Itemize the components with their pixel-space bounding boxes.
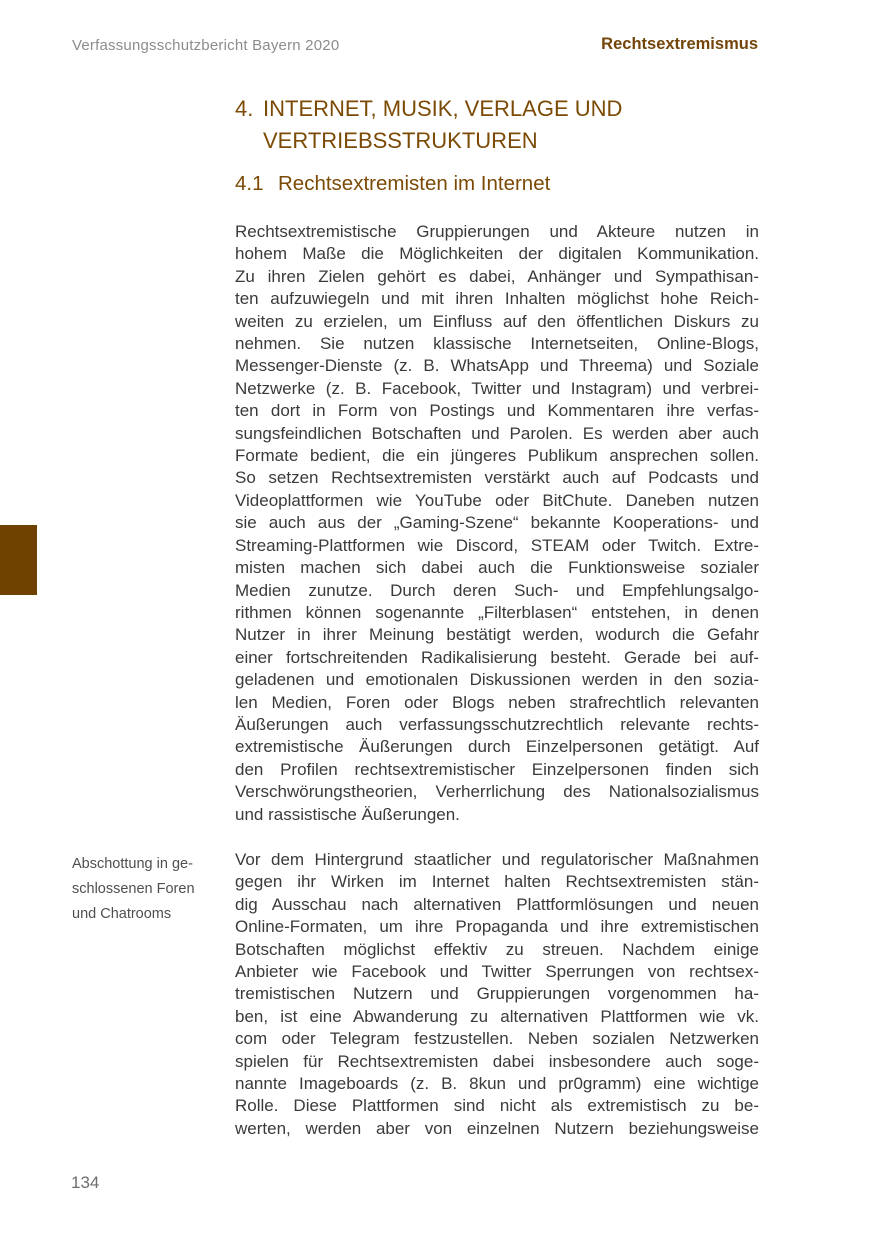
text-line: Vor dem Hintergrund staatlicher und regulatorischer Maßnahmen (235, 850, 759, 869)
text-line: INTERNET, MUSIK, VERLAGE UND (263, 96, 623, 121)
body-paragraph-1 (235, 221, 759, 826)
text-line: Medien zunutze. Durch deren Such- und Empfehlungsalgo- (235, 580, 759, 600)
text-line: Äußerungen auch verfassungsschutzrechtlich relevante rechts- (235, 714, 759, 734)
text-line: ten aufzuwiegeln und mit ihren Inhalten möglichst hohe Reich- (235, 289, 759, 309)
text-line: Formate bedient, die ein jüngeres Publikum ansprechen sollen. (235, 446, 759, 466)
text-line: Abschottung in ge- (72, 856, 193, 872)
section-heading (235, 93, 765, 157)
text-line: len Medien, Foren oder Blogs neben strafrechtlich relevanten (235, 692, 759, 712)
text-line: rithmen können sogenannte „Filterblasen“ entstehen, in denen (235, 602, 759, 622)
text-line: Messenger-Dienste (z. B. WhatsApp und Threema) und Soziale (235, 356, 759, 376)
text-line: gegen ihr Wirken im Internet halten Rechtsextremisten stän- (235, 872, 759, 892)
text-line: Anbieter wie Facebook und Twitter Sperrungen von rechtsex- (235, 962, 759, 982)
text-line: So setzen Rechtsextremisten verstärkt auch auf Podcasts und (235, 468, 759, 488)
text-line: hohem Maße die Möglichkeiten der digitalen Kommunikation. (235, 244, 759, 264)
text-line: einer fortschreitenden Radikalisierung besteht. Gerade bei auf- (235, 647, 759, 667)
text-line: com oder Telegram festzustellen. Neben sozialen Netzwerken (235, 1029, 759, 1049)
text-line: VERTRIEBSSTRUKTUREN (263, 128, 538, 153)
text-line: spielen für Rechtsextremisten dabei insbesondere auch soge- (235, 1051, 759, 1071)
chapter-thumb-mark (0, 525, 37, 595)
text-line: dig Ausschau nach alternativen Plattformlösungen und neuen (235, 894, 759, 914)
text-line: Videoplattformen wie YouTube oder BitChute. Daneben nutzen (235, 490, 759, 510)
text-line: den Profilen rechtsextremistischer Einzelpersonen finden sich (235, 759, 759, 779)
margin-note (72, 852, 222, 927)
text-line: nannte Imageboards (z. B. 8kun und pr0gramm) eine wichtige (235, 1074, 759, 1094)
text-line: extremistische Äußerungen durch Einzelpersonen getätigt. Auf (235, 737, 759, 757)
text-line: Rechtsextremistische Gruppierungen und Akteure nutzen in (235, 222, 759, 241)
subsection-title: Rechtsextremisten im Internet (278, 172, 551, 195)
section-title (263, 93, 622, 157)
page-number: 134 (71, 1173, 100, 1192)
text-line: werten, werden aber von einzelnen Nutzern beziehungsweise (235, 1118, 759, 1138)
text-line: sie auch aus der „Gaming-Szene“ bekannte Kooperations- und (235, 513, 759, 533)
text-line: Botschaften möglichst effektiv zu streuen. Nachdem einige (235, 939, 759, 959)
text-line: Streaming-Plattformen wie Discord, STEAM oder Twitch. Extre- (235, 535, 759, 555)
subsection-heading (235, 171, 765, 197)
text-line: tremistischen Nutzern und Gruppierungen vorgenommen ha- (235, 984, 759, 1004)
text-line: weiten zu erzielen, um Einfluss auf den öffentlichen Diskurs zu (235, 311, 759, 331)
text-line: und Chatrooms (72, 906, 172, 922)
text-line: ten dort in Form von Postings und Kommentaren ihre verfas- (235, 401, 759, 421)
text-line: schlossenen Foren (72, 881, 195, 897)
text-line: Online-Formaten, um ihre Propaganda und ihre extremistischen (235, 917, 759, 937)
text-line: Zu ihren Zielen gehört es dabei, Anhänger und Sympathisan- (235, 266, 759, 286)
running-header-report-title: Verfassungsschutzbericht Bayern 2020 (72, 37, 340, 54)
text-line: Verschwörungstheorien, Verherrlichung des Nationalsozialismus (235, 782, 759, 802)
text-line: Netzwerke (z. B. Facebook, Twitter und Instagram) und verbrei- (235, 378, 759, 398)
text-line: Nutzer in ihrer Meinung bestätigt werden, wodurch die Gefahr (235, 625, 759, 645)
text-line: geladenen und emotionalen Diskussionen werden in den sozia- (235, 670, 759, 690)
section-number: 4. (235, 96, 254, 121)
text-line: misten machen sich dabei auch die Funktionsweise sozialer (235, 558, 759, 578)
text-line: nehmen. Sie nutzen klassische Internetseiten, Online-Blogs, (235, 334, 759, 354)
subsection-number: 4.1 (235, 172, 264, 195)
text-line: ben, ist eine Abwanderung zu alternativen Plattformen wie vk. (235, 1006, 759, 1026)
text-line: Rolle. Diese Plattformen sind nicht als extremistisch zu be- (235, 1096, 759, 1116)
body-paragraph-2 (235, 849, 759, 1140)
text-line: und rassistische Äußerungen. (235, 804, 460, 824)
running-header-chapter: Rechtsextremismus (601, 35, 758, 53)
text-line: sungsfeindlichen Botschaften und Parolen. Es werden aber auch (235, 423, 759, 443)
